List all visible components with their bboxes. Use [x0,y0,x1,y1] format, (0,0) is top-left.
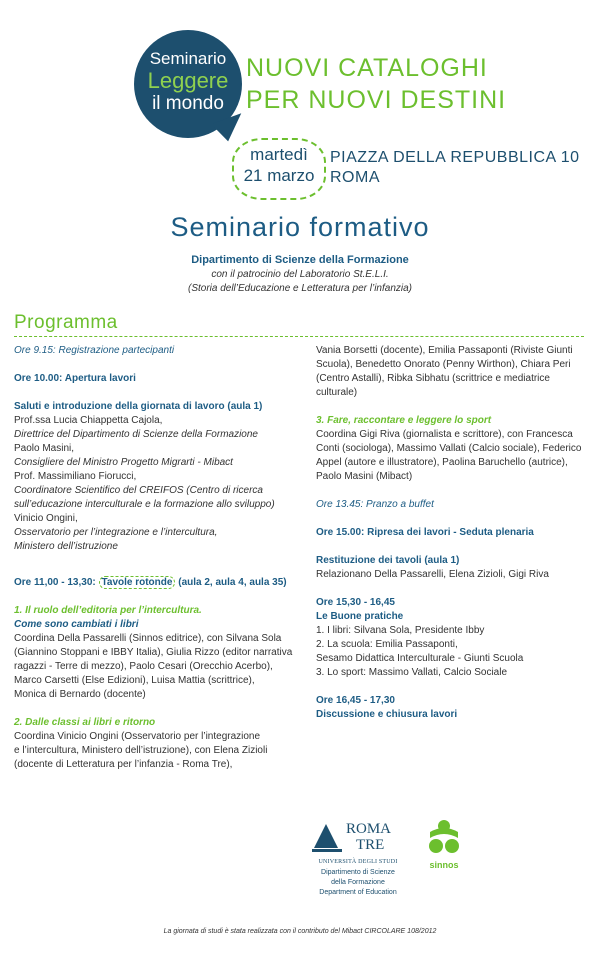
program-divider [14,336,584,337]
date-day-month: 21 marzo [243,166,315,185]
roma-dept-line-2: della Formazione [331,879,385,886]
greeting-line: Direttrice del Dipartimento di Scienze della Formazione [14,429,258,440]
table-3-line: Paolo Masini (Mibact) [316,471,413,482]
roma-tre-subtitle: UNIVERSITÀ DEGLI STUDI [318,859,398,865]
department-name: Dipartimento di Scienze della Formazione [191,254,409,266]
table-1-line: Monica di Bernardo (docente) [14,689,146,700]
greeting-line: Ministero dell’istruzione [14,541,118,552]
roma-dept-line-1: Dipartimento di Scienze [321,869,395,876]
roma-name-2: TRE [356,837,385,853]
greeting-line: Prof.ssa Lucia Chiappetta Cajola, [14,415,163,426]
footer-note: La giornata di studi è stata realizzata con il contributo del Mibact CIRCOLARE 108/2012 [163,928,437,935]
headline-line-2: PER NUOVI DESTINI [246,86,507,114]
practice-title: Le Buone pratiche [316,611,404,622]
headline [246,52,506,116]
bubble-line-1: Seminario [149,49,227,68]
practice-time: Ore 15,30 - 16,45 [316,597,395,608]
roma-tre-emblem-icon [312,818,404,854]
table-1-title: 1. Il ruolo dell’editoria per l’intercultura. [14,605,202,616]
greeting-line: Consigliere del Ministro Progetto Migrarti - Mibact [14,457,233,468]
closing-title: Discussione e chiusura lavori [316,709,458,720]
restitution-text: Relazionano Della Passarelli, Elena Zizioli, Gigi Riva [316,569,549,580]
table-1-subtitle: Come sono cambiati i libri [14,619,139,630]
sinnos-name: sinnos [429,860,459,870]
table-3-line: Coordina Gigi Riva (giornalista e scrittore), con Francesca [316,429,573,440]
greeting-line: Paolo Masini, [14,443,75,454]
table-2-title: 2. Dalle classi ai libri e ritorno [14,717,156,728]
patronage [0,268,600,296]
resume-time: Ore 15.00: Ripresa dei lavori - Seduta plenaria [316,527,534,538]
patronage-line-1: con il patrocinio del Laboratorio St.E.L.I. [211,269,389,280]
roma-name-1: ROMA [346,821,392,837]
place-address: PIAZZA DELLA REPUBBLICA 10 [330,149,580,166]
seminar-title: Seminario formativo [170,212,430,242]
greetings-title: Saluti e introduzione della giornata di lavoro (aula 1) [14,401,263,412]
opening-time: Ore 10.00: Apertura lavori [14,373,136,384]
place-city: ROMA [330,169,380,186]
bubble-line-2: Leggere [147,68,229,93]
round-tables-heading [14,576,306,590]
roma-tre-logo [312,818,404,898]
roma-tre-department [312,868,404,898]
event-place [330,148,580,188]
event-date [232,144,326,186]
table-2-continued-line: culturale) [316,387,358,398]
roma-dept-line-3: Department of Education [319,889,397,896]
table-1-line: Coordina Della Passarelli (Sinnos editrice), con Silvana Sola [14,633,282,644]
table-2-continued-line: Scuola), Benedetto Onorato (Penny Wirthon), Chiara Peri [316,359,571,370]
practice-line: 2. La scuola: Emilia Passaponti, [316,639,458,650]
practice-line: 3. Lo sport: Massimo Vallati, Calcio Sociale [316,667,508,678]
round-tables-highlight: Tavole rotonde [99,576,176,589]
closing-time: Ore 16,45 - 17,30 [316,695,395,706]
headline-line-1: NUOVI CATALOGHI [246,54,488,82]
greeting-line: sull’educazione interculturale e la formazione allo sviluppo) [14,499,275,510]
program-right-column [316,344,588,722]
round-tables-time: Ore 11,00 - 13,30: [14,577,96,588]
table-1-line: (Giannino Stoppani e IBBY Italia), Giulia Rizzo (editor narrativa [14,647,293,658]
date-day: martedì [250,145,308,164]
practice-line: Sesamo Didattica Interculturale - Giunti Scuola [316,653,524,664]
program-title: Programma [14,312,118,333]
sinnos-emblem-icon [422,818,466,854]
restitution-title: Restituzione dei tavoli (aula 1) [316,555,460,566]
table-1-line: ragazzi - Terre di mezzo), Paolo Cesari (Orecchio Acerbo), [14,661,273,672]
practice-line: 1. I libri: Silvana Sola, Presidente Ibby [316,625,485,636]
greeting-line: Prof. Massimiliano Fiorucci, [14,471,137,482]
sinnos-logo [422,818,466,870]
patronage-line-2: (Storia dell’Educazione e Letteratura per l’infanzia) [187,283,412,294]
table-2-continued-line: (Centro Astalli), Ribka Sibhatu (scrittrice e mediatrice [316,373,550,384]
table-3-line: Appel (autore e illustratore), Paolina Baruchello (autrice), [316,457,568,468]
lunch-time: Ore 13.45: Pranzo a buffet [316,499,434,510]
greeting-line: Coordinatore Scientifico del CREIFOS (Centro di ricerca [14,485,263,496]
bubble-line-3: il mondo [152,93,224,114]
table-2-line: e l’intercultura, Ministero dell’istruzione), con Elena Zizioli [14,745,268,756]
round-tables-rooms: (aula 2, aula 4, aula 35) [178,577,287,588]
table-3-title: 3. Fare, raccontare e leggere lo sport [316,415,492,426]
greeting-line: Vinicio Ongini, [14,513,78,524]
table-3-line: Conti (sociologa), Massimo Vallati (Calcio sociale), Federico [316,443,582,454]
table-2-line: Coordina Vinicio Ongini (Osservatorio per l’integrazione [14,731,261,742]
table-2-continued-line: Vania Borsetti (docente), Emilia Passaponti (Riviste Giunti [316,345,573,356]
table-2-line: (docente di Letteratura per l’infanzia - Roma Tre), [14,759,233,770]
table-1-line: Marco Carsetti (Else Edizioni), Luisa Mattia (scrittrice), [14,675,255,686]
program-left-column [14,344,306,772]
greeting-line: Osservatorio per l’integrazione e l’intercultura, [14,527,218,538]
registration-time: Ore 9.15: Registrazione partecipanti [14,345,175,356]
